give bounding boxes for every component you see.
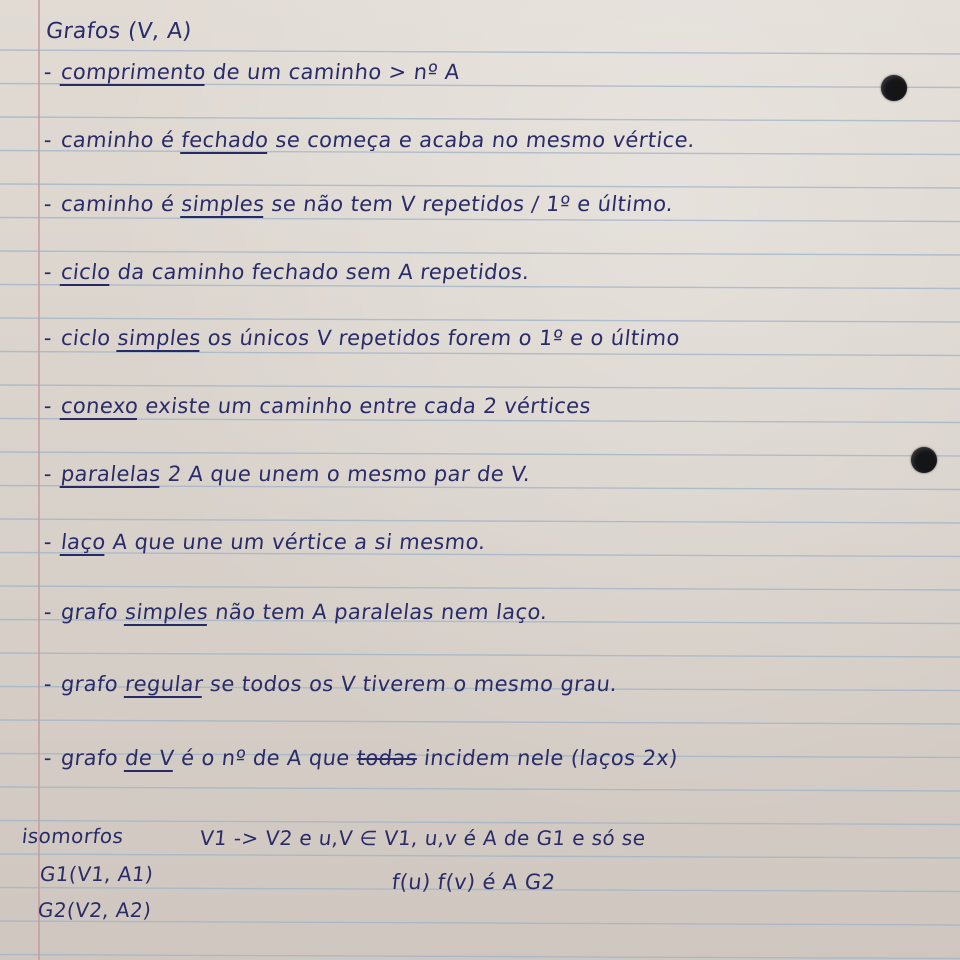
definition-text: incidem nele (laços 2x) (422, 746, 680, 770)
term-simples: simples (116, 326, 203, 350)
note-row-conexo (43, 394, 592, 418)
note-row-laco (43, 530, 487, 554)
ruled-line (0, 586, 960, 590)
prefix-text: caminho é (59, 128, 176, 152)
ruled-line (0, 854, 960, 858)
note-row-paralelas (43, 462, 532, 486)
note-row-ciclo (43, 260, 531, 284)
bullet-dash: - (42, 326, 54, 350)
definition-text: se começa e acaba no mesmo vértice. (274, 128, 697, 152)
ruled-line (0, 653, 960, 657)
prefix-text: grafo (59, 746, 120, 770)
definition-text: 2 A que unem o mesmo par de V. (166, 462, 532, 486)
ruled-line (0, 419, 960, 423)
prefix-text: caminho é (59, 192, 176, 216)
bullet-dash: - (42, 746, 54, 770)
ruled-line (0, 84, 960, 88)
bullet-dash: - (42, 260, 54, 284)
ruled-line (0, 285, 960, 289)
bullet-dash: - (42, 60, 54, 84)
definition-text: os únicos V repetidos forem o 1º e o último (206, 326, 682, 350)
note-row-grau (43, 746, 679, 770)
ruled-line (0, 519, 960, 523)
ruled-line (0, 50, 960, 54)
definition-text: existe um caminho entre cada 2 vértices (144, 394, 593, 418)
term-laco: laço (59, 530, 108, 554)
term-comprimento: comprimento (59, 60, 208, 84)
ruled-line (0, 452, 960, 456)
bullet-dash: - (42, 600, 54, 624)
ruled-line (0, 251, 960, 255)
term-ciclo: ciclo (59, 260, 112, 284)
definition-text: se todos os V tiverem o mesmo grau. (208, 672, 619, 696)
ruled-line (0, 352, 960, 356)
isomorfos-condition: f(u) f(v) é A G2 (390, 870, 557, 894)
ruled-line (0, 218, 960, 222)
ruled-line (0, 486, 960, 490)
prefix-text: ciclo (59, 326, 112, 350)
note-row-fechado (43, 128, 697, 152)
definition-text: não tem A paralelas nem laço. (214, 600, 549, 624)
note-row-caminho-simples (43, 192, 675, 216)
term-simples: simples (123, 600, 210, 624)
punch-hole (881, 75, 907, 101)
crossed-out-word: todas (355, 746, 419, 770)
margin-line (38, 0, 40, 960)
ruled-line (0, 385, 960, 389)
term-fechado: fechado (180, 128, 270, 152)
graph-g1: G1(V1, A1) (38, 862, 155, 886)
ruled-line (0, 117, 960, 121)
ruled-line (0, 787, 960, 791)
term-regular: regular (123, 672, 205, 696)
ruled-line (0, 184, 960, 188)
ruled-line (0, 318, 960, 322)
definition-text: de um caminho > nº A (211, 60, 461, 84)
ruled-line (0, 720, 960, 724)
bullet-dash: - (42, 672, 54, 696)
bullet-dash: - (42, 462, 54, 486)
term-paralelas: paralelas (59, 462, 163, 486)
bullet-dash: - (42, 394, 54, 418)
definition-text: da caminho fechado sem A repetidos. (116, 260, 531, 284)
prefix-text: grafo (59, 672, 120, 696)
graph-g2: G2(V2, A2) (36, 898, 153, 922)
term-conexo: conexo (59, 394, 140, 418)
prefix-text: grafo (59, 600, 120, 624)
punch-hole (911, 447, 937, 473)
bullet-dash: - (42, 128, 54, 152)
note-row-grafo-regular (43, 672, 619, 696)
note-row-grafo-simples (43, 600, 549, 624)
bullet-dash: - (42, 192, 54, 216)
page-title: Grafos (V, A) (44, 19, 194, 44)
note-row-comprimento (43, 60, 461, 84)
definition-text: é o nº de A que (179, 746, 351, 770)
term-de-v: de V (123, 746, 176, 770)
isomorfos-definition: V1 -> V2 e u,V ∈ V1, u,v é A de G1 e só se (198, 826, 647, 850)
ruled-line (0, 955, 960, 959)
isomorfos-label: isomorfos (20, 824, 125, 848)
note-row-ciclo-simples (43, 326, 681, 350)
definition-text: A que une um vértice a si mesmo. (111, 530, 487, 554)
ruled-line (0, 821, 960, 825)
bullet-dash: - (42, 530, 54, 554)
term-simples: simples (180, 192, 266, 216)
definition-text: se não tem V repetidos / 1º e último. (270, 192, 675, 216)
